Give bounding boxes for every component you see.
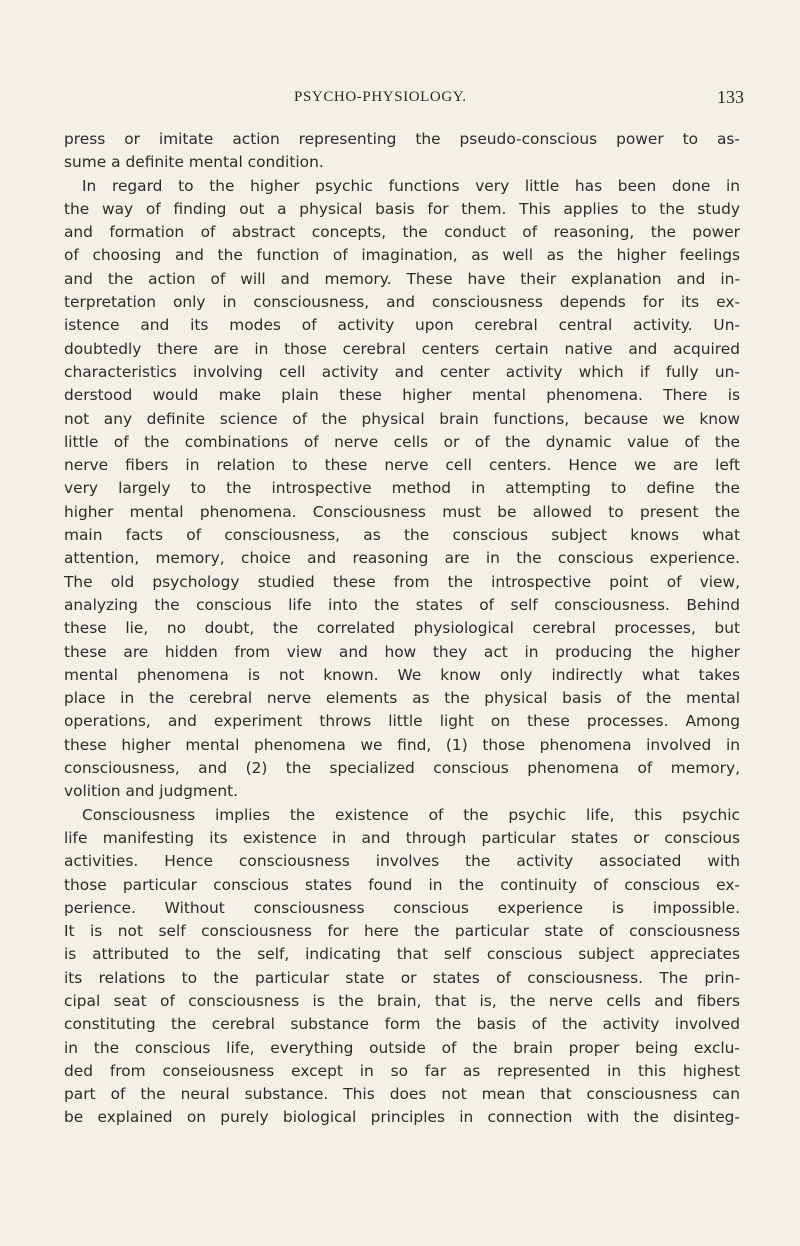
text-line: volition and judgment. <box>64 782 239 801</box>
text-line: part of the neural substance. This does not mean that consciousness can <box>64 1085 740 1104</box>
text-line: characteristics involving cell activity and center activity which if fully un- <box>64 362 740 381</box>
text-line: perience. Without consciousness conscious experience is impossible. <box>64 898 740 917</box>
text-line: main facts of consciousness, as the conscious subject knows what <box>64 526 740 545</box>
text-line: these higher mental phenomena we find, (1) those phenomena involved in <box>64 735 740 754</box>
text-line: higher mental phenomena. Consciousness must be allowed to present the <box>64 502 740 521</box>
text-line: constituting the cerebral substance form the basis of the activity involved <box>64 1015 740 1034</box>
text-line: derstood would make plain these higher mental phenomena. There is <box>64 386 740 405</box>
text-line: activities. Hence consciousness involves the activity associated with <box>64 852 740 871</box>
text-line: in the conscious life, everything outside of the brain proper being exclu- <box>64 1038 740 1057</box>
text-line: attention, memory, choice and reasoning are in the conscious experience. <box>64 549 740 568</box>
text-line: not any definite science of the physical brain functions, because we know <box>64 409 740 428</box>
text-line: mental phenomena is not known. We know only indirectly what takes <box>64 665 740 684</box>
text-line: doubtedly there are in those cerebral centers certain native and acquired <box>64 339 740 358</box>
text-line: consciousness, and (2) the specialized conscious phenomena of memory, <box>64 759 740 778</box>
text-line: nerve fibers in relation to these nerve cell centers. Hence we are left <box>64 456 740 475</box>
text-line: terpretation only in consciousness, and consciousness depends for its ex- <box>64 293 740 312</box>
text-line: those particular conscious states found in the continuity of conscious ex- <box>64 875 740 894</box>
page-header <box>0 89 800 115</box>
text-line: life manifesting its existence in and through particular states or conscious <box>64 828 740 847</box>
body-text <box>64 128 740 1130</box>
text-line: place in the cerebral nerve elements as the physical basis of the mental <box>64 689 740 708</box>
text-line: the way of finding out a physical basis for them. This applies to the study <box>64 199 740 218</box>
text-line: cipal seat of consciousness is the brain, that is, the nerve cells and fibers <box>64 991 740 1010</box>
text-line: operations, and experiment throws little light on these processes. Among <box>64 712 740 731</box>
page-number: 133 <box>717 87 744 107</box>
text-line: these are hidden from view and how they act in producing the higher <box>64 642 740 661</box>
text-line: sume a definite mental condition. <box>64 153 324 172</box>
text-line: analyzing the conscious life into the states of self consciousness. Behind <box>64 595 740 614</box>
text-line: its relations to the particular state or states of consciousness. The prin- <box>64 968 740 987</box>
text-line: of choosing and the function of imagination, as well as the higher feelings <box>64 246 740 265</box>
text-line: and the action of will and memory. These have their explanation and in- <box>64 269 740 288</box>
text-line: In regard to the higher psychic functions very little has been done in <box>82 176 740 195</box>
text-line: is attributed to the self, indicating that self conscious subject appreciates <box>64 945 740 964</box>
text-line: press or imitate action representing the pseudo-conscious power to as- <box>64 130 740 148</box>
text-line: ded from conseiousness except in so far as represented in this highest <box>64 1061 740 1080</box>
text-line: little of the combinations of nerve cells or of the dynamic value of the <box>64 432 740 451</box>
text-line: It is not self consciousness for here the particular state of consciousness <box>64 922 740 941</box>
text-line: The old psychology studied these from the introspective point of view, <box>64 572 740 591</box>
text-line: and formation of abstract concepts, the conduct of reasoning, the power <box>64 223 740 242</box>
text-line: very largely to the introspective method in attempting to define the <box>64 479 740 498</box>
text-line: be explained on purely biological principles in connection with the disinteg- <box>64 1108 740 1127</box>
text-line: istence and its modes of activity upon cerebral central activity. Un- <box>64 316 740 335</box>
text-line: Consciousness implies the existence of the psychic life, this psychic <box>82 805 740 824</box>
running-head: PSYCHO-PHYSIOLOGY. <box>294 89 467 105</box>
text-line: these lie, no doubt, the correlated physiological cerebral processes, but <box>64 619 740 638</box>
